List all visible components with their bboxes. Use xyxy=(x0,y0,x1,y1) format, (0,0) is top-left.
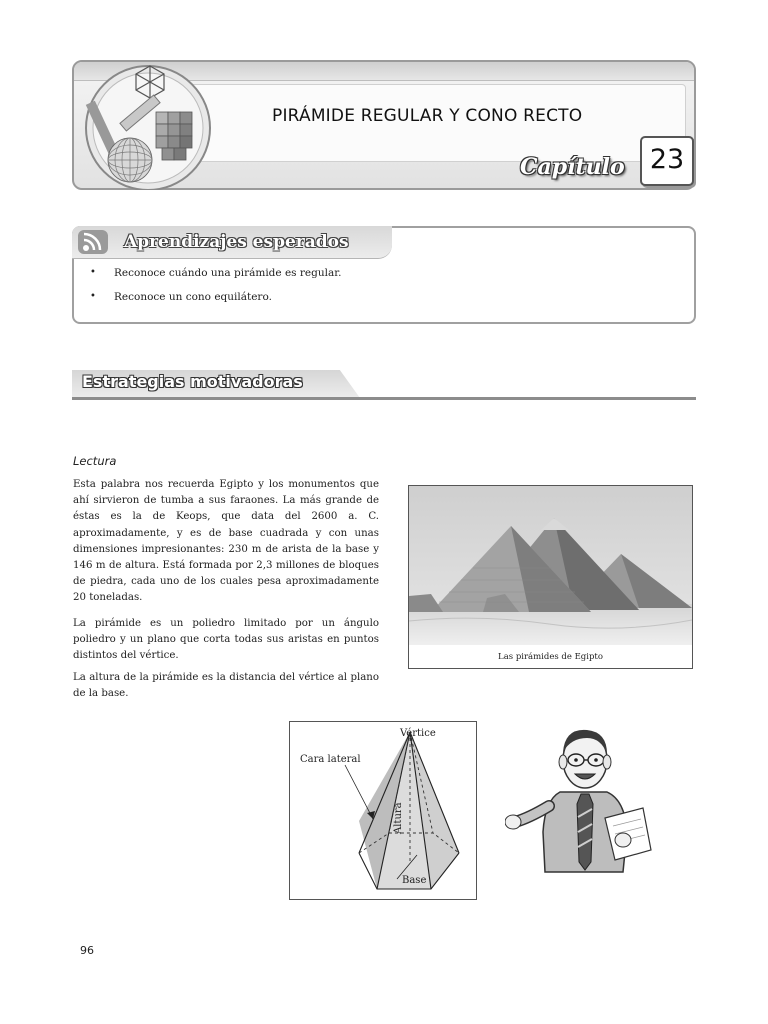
label-base: Base xyxy=(402,875,427,886)
label-height: Altura xyxy=(393,802,404,834)
strategies-divider xyxy=(72,397,696,400)
pyramid-diagram xyxy=(289,721,477,900)
list-item: • Reconoce un cono equilátero. xyxy=(90,286,680,310)
chapter-logo-illustration xyxy=(78,60,218,190)
photo-caption: Las pirámides de Egipto xyxy=(498,652,603,662)
list-item: • Reconoce cuándo una pirámide es regular. xyxy=(90,262,680,286)
page-number: 96 xyxy=(80,944,94,957)
chapter-title: PIRÁMIDE REGULAR Y CONO RECTO xyxy=(272,106,583,126)
label-vertex: Vértice xyxy=(400,728,436,739)
pyramids-photo xyxy=(409,486,692,645)
learning-outcomes-title: Aprendizajes esperados xyxy=(124,232,349,252)
learning-outcomes-list xyxy=(90,262,680,310)
teacher-cartoon-illustration xyxy=(505,722,660,882)
label-lateral-face: Cara lateral xyxy=(300,754,361,765)
pyramid-height-paragraph: La altura de la pirámide es la distancia del vértice al plano de la base. xyxy=(73,672,379,700)
pyramid-definition-paragraph: La pirámide es un poliedro limitado por un ángulo poliedro y un plano que corta todas sus aristas en puntos distintos del vértice. xyxy=(73,618,379,662)
chapter-number-badge: 23 xyxy=(640,136,694,186)
chapter-label: Capítulo xyxy=(520,154,625,180)
reading-paragraph: Esta palabra nos recuerda Egipto y los monumentos que ahí sirvieron de tumba a sus faraones. La más grande de éstas es la de Keops, que data del 2600 a. C. aproximadamente, y es de base cuadrada y con unas dimensiones impresionantes: 230 m de arista de la base y 146 m de altura. Está formada por 2,3 millones de bloques de piedra, cada uno de los cuales pesa aproximadamente 20 toneladas. xyxy=(73,479,379,604)
reading-heading: Lectura xyxy=(73,454,117,468)
strategies-title: Estrategias motivadoras xyxy=(82,372,303,391)
rss-feed-icon xyxy=(76,228,112,256)
